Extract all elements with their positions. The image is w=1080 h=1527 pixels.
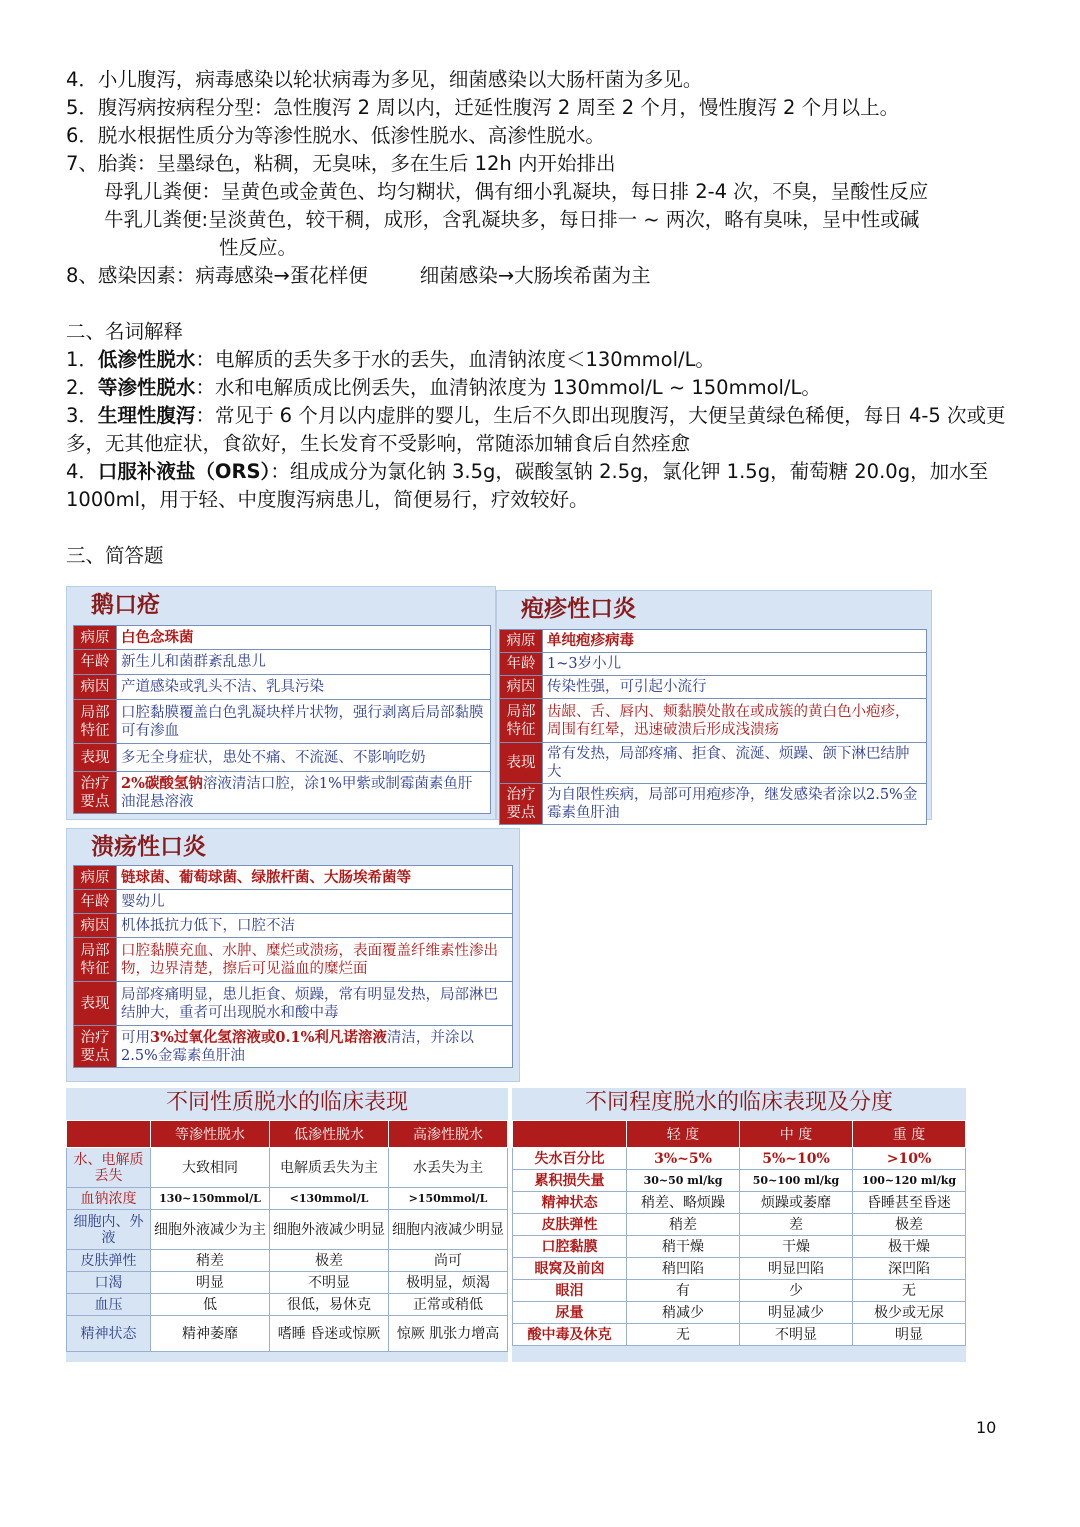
section-heading: 二、名词解释 [66, 320, 184, 343]
card-title: 溃疡性口炎 [91, 833, 206, 860]
definition-item: 4．口服补液盐（ORS）：组成成分为氯化钠 3.5g，碳酸氢钠 2.5g，氯化钾 1.5g，葡萄糖 20.0g，加水至 1000ml，用于轻、中度腹泻病患儿，简便易行，疗效较好。 [66, 460, 989, 511]
card-title: 鹅口疮 [91, 591, 160, 618]
text-block [66, 66, 1026, 570]
definition-item: 2．等渗性脱水：水和电解质成比例丢失，血清钠浓度为 130mmol/L ~ 150mmol/L。 [66, 376, 821, 399]
definition-item: 3．生理性腹泻：常见于 6 个月以内虚胖的婴儿，生后不久即出现腹泻，大便呈黄绿色稀便，每日 4-5 次或更多，无其他症状，食欲好，生长发育不受影响，常随添加辅食后自然痊愈 [66, 404, 1006, 455]
dehydration-degree-table: 不同程度脱水的临床表现及分度 轻 度 中 度 重 度 失水百分比 3%~5% 5%~10% >10% 累积损失量 30~50 ml/kg 50~100 ml/kg 100~120 ml/kg 精神状态 稍差、略烦躁 烦躁或萎靡 昏睡甚至昏迷 皮肤弹性 稍差 差 极差 口腔黏膜 稍干燥 干燥 极干燥 眼窝及前囟 稍凹陷 明显凹陷 深凹陷 眼泪 有 少 无 尿量 稍减少 明显减少 极少或无尿 酸中毒及休克 无 不明显 明显 [512, 1088, 966, 1362]
page-number: 10 [976, 1418, 997, 1437]
text-line: 母乳儿粪便：呈黄色或金黄色、均匀糊状，偶有细小乳凝块，每日排 2-4 次，不臭，呈酸性反应 [104, 180, 929, 203]
text-line: 7、胎粪：呈墨绿色，粘稠，无臭味，多在生后 12h 内开始排出 [66, 152, 616, 175]
thrush-card: 鹅口疮 病原 白色念珠菌 年龄 新生儿和菌群紊乱患儿 病因 产道感染或乳头不洁、乳具污染 局部 特征 口腔黏膜覆盖白色乳凝块样片状物，强行剥离后局部黏膜可有渗血 表现 多无全身症状，患处不痛、不流涎、不影响吃奶 治疗 要点 2%碳酸氢钠溶液清洁口腔，涂1%甲紫或制霉菌素鱼肝油混悬溶液 [66, 586, 496, 820]
text-line: 6．脱水根据性质分为等渗性脱水、低渗性脱水、高渗性脱水。 [66, 124, 605, 147]
ulcerative-card: 溃疡性口炎 病原 链球菌、葡萄球菌、绿脓杆菌、大肠埃希菌等 年龄 婴幼儿 病因 机体抵抗力低下，口腔不洁 局部 特征 口腔黏膜充血、水肿、糜烂或溃疡，表面覆盖纤维素性渗出物，边界清楚，擦后可见溢血的糜烂面 表现 局部疼痛明显，患儿拒食、烦躁，常有明显发热，局部淋巴结肿大，重者可出现脱水和酸中毒 治疗 要点 可用3%过氧化氢溶液或0.1%利凡诺溶液清洁，并涂以2.5%金霉素鱼肝油 [66, 828, 520, 1082]
text-line-8 [66, 262, 1026, 290]
text-line: 牛乳儿粪便:呈淡黄色，较干稠，成形，含乳凝块多，每日排一 ~ 两次，略有臭味，呈中性或碱 [104, 208, 920, 231]
table-title: 不同性质脱水的临床表现 [165, 1090, 408, 1115]
herpetic-card: 疱疹性口炎 病原 单纯疱疹病毒 年龄 1~3岁小儿 病因 传染性强，可引起小流行 局部 特征 齿龈、舌、唇内、颊黏膜处散在或成簇的黄白色小疱疹，周围有红晕，迅速破溃后形成浅溃疡 表现 常有发热，局部疼痛、拒食、流涎、烦躁、颌下淋巴结肿大 治疗 要点 为自限性疾病，局部可用疱疹净，继发感染者涂以2.5%金霉素鱼肝油 [496, 590, 932, 820]
definition-item: 1．低渗性脱水：电解质的丢失多于水的丢失，血清钠浓度＜130mmol/L。 [66, 348, 715, 371]
text-line: 4．小儿腹泻，病毒感染以轮状病毒为多见，细菌感染以大肠杆菌为多见。 [66, 68, 703, 91]
infection-viral: 8、感染因素：病毒感染→蛋花样便 [66, 264, 368, 287]
table-title: 不同程度脱水的临床表现及分度 [584, 1090, 893, 1115]
section-heading: 三、简答题 [66, 544, 164, 567]
card-title: 疱疹性口炎 [521, 595, 636, 622]
text-line: 5．腹泻病按病程分型：急性腹泻 2 周以内，迁延性腹泻 2 周至 2 个月，慢性腹泻 2 个月以上。 [66, 96, 900, 119]
text-line: 性反应。 [219, 236, 298, 259]
dehydration-nature-table: 不同性质脱水的临床表现 等渗性脱水 低渗性脱水 高渗性脱水 水、电解质丢失 大致相同 电解质丢失为主 水丢失为主 血钠浓度 130~150mmol/L <130mmol/L >150mmol/L 细胞内、外液 细胞外液减少为主 细胞外液减少明显 细胞内液减少明显 皮肤弹性 稍差 极差 尚可 口渴 明显 不明显 极明显，烦渴 血压 低 很低，易休克 正常或稍低 精神状态 精神萎靡 嗜睡 昏迷或惊厥 惊厥 肌张力增高 [66, 1088, 508, 1362]
infection-bacterial: 细菌感染→大肠埃希菌为主 [419, 264, 651, 287]
